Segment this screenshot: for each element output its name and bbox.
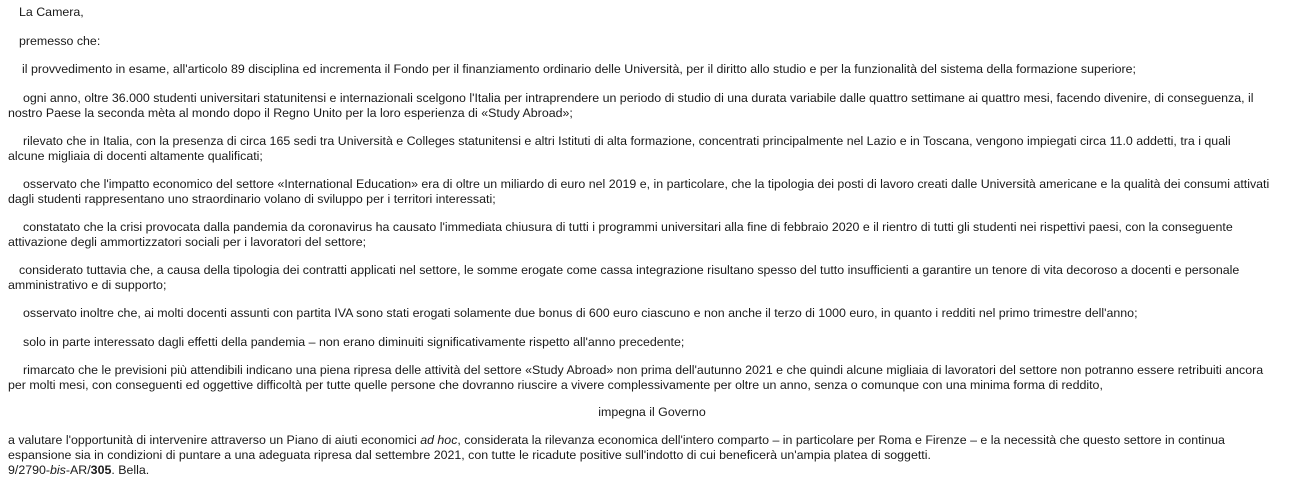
reference-suffix: . Bella. xyxy=(111,463,150,477)
final-paragraph xyxy=(8,433,1270,463)
opening-line: La Camera, xyxy=(19,5,84,19)
final-paragraph-text-1: a valutare l'opportunità di intervenire attraverso un Piano di aiuti economici xyxy=(8,433,421,447)
paragraph-3: rilevato che in Italia, con la presenza di circa 165 sedi tra Università e Colleges statunitensi e altri Istituti di alta formazione, concentrati principalmente nel Lazio e in Toscana, vengono impiegati circa 11.0 addetti, tra i quali alcune migliaia di docenti altamente qualificati; xyxy=(8,134,1231,163)
reference-middle: -AR/ xyxy=(65,463,91,477)
final-paragraph-text-2: , considerata la rilevanza economica dell'intero comparto – in particolare per Roma e Firenze – e la necessità che questo settore in continua espansione sia in condizioni di puntare a una adeguata ripresa dal settembre 2021, con tutte le ricadute positive sull'indotto di cui beneficerà un'ampia platea di soggetti. xyxy=(8,433,1225,462)
paragraph-7: osservato inoltre che, ai molti docenti assunti con partita IVA sono stati erogati solamente due bonus di 600 euro ciascuno e non anche il terzo di 1000 euro, in quanto i redditi nel primo trimestre dell'anno; xyxy=(23,306,1138,320)
final-paragraph-italic: ad hoc xyxy=(420,433,458,447)
paragraph-8: solo in parte interessato dagli effetti della pandemia – non erano diminuiti significativamente rispetto all'anno precedente; xyxy=(23,335,685,349)
reference-prefix: 9/2790- xyxy=(8,463,51,477)
reference-bis: bis xyxy=(50,463,66,477)
premise-line: premesso che: xyxy=(19,34,101,48)
reference-number: 305 xyxy=(90,463,112,477)
document-reference xyxy=(8,463,1270,478)
commitment-heading: impegna il Governo xyxy=(598,405,706,419)
paragraph-9: rimarcato che le previsioni più attendibili indicano una piena ripresa delle attività del settore «Study Abroad» non prima dell'autunno 2021 e che quindi alcune migliaia di lavoratori del settore non potranno essere retribuiti ancora per molti mesi, con conseguenti ed oggettive difficoltà per tutte quelle persone che dovranno riuscire a vivere complessivamente per oltre un anno, senza o comunque con una minima forma di reddito, xyxy=(8,363,1264,392)
paragraph-2: ogni anno, oltre 36.000 studenti universitari statunitensi e internazionali scelgono l'Italia per intraprendere un periodo di studio di una durata variabile dalle quattro settimane ai quattro mesi, facendo divenire, di conseguenza, il nostro Paese la seconda mèta al mondo dopo il Regno Unito per la loro esperienza di «Study Abroad»; xyxy=(8,91,1254,120)
paragraph-1: il provvedimento in esame, all'articolo 89 disciplina ed incrementa il Fondo per il finanziamento ordinario delle Università, per il diritto allo studio e per la funzionalità del sistema della formazione superiore; xyxy=(22,62,1136,76)
paragraph-5: constatato che la crisi provocata dalla pandemia da coronavirus ha causato l'immediata chiusura di tutti i programmi universitari alla fine di febbraio 2020 e il rientro di tutti gli studenti nei rispettivi paesi, con la conseguente attivazione degli ammortizzatori sociali per i lavoratori del settore; xyxy=(8,220,1233,249)
paragraph-6: considerato tuttavia che, a causa della tipologia dei contratti applicati nel settore, le somme erogate come cassa integrazione risultano spesso del tutto insufficienti a garantire un tenore di vita decoroso a docenti e personale amministrativo e di supporto; xyxy=(8,263,1240,292)
paragraph-4: osservato che l'impatto economico del settore «International Education» era di oltre un miliardo di euro nel 2019 e, in particolare, che la tipologia dei posti di lavoro creati dalle Università americane e la qualità dei consumi attivati dagli studenti rappresentano uno straordinario volano di sviluppo per i territori interessati; xyxy=(8,177,1270,206)
